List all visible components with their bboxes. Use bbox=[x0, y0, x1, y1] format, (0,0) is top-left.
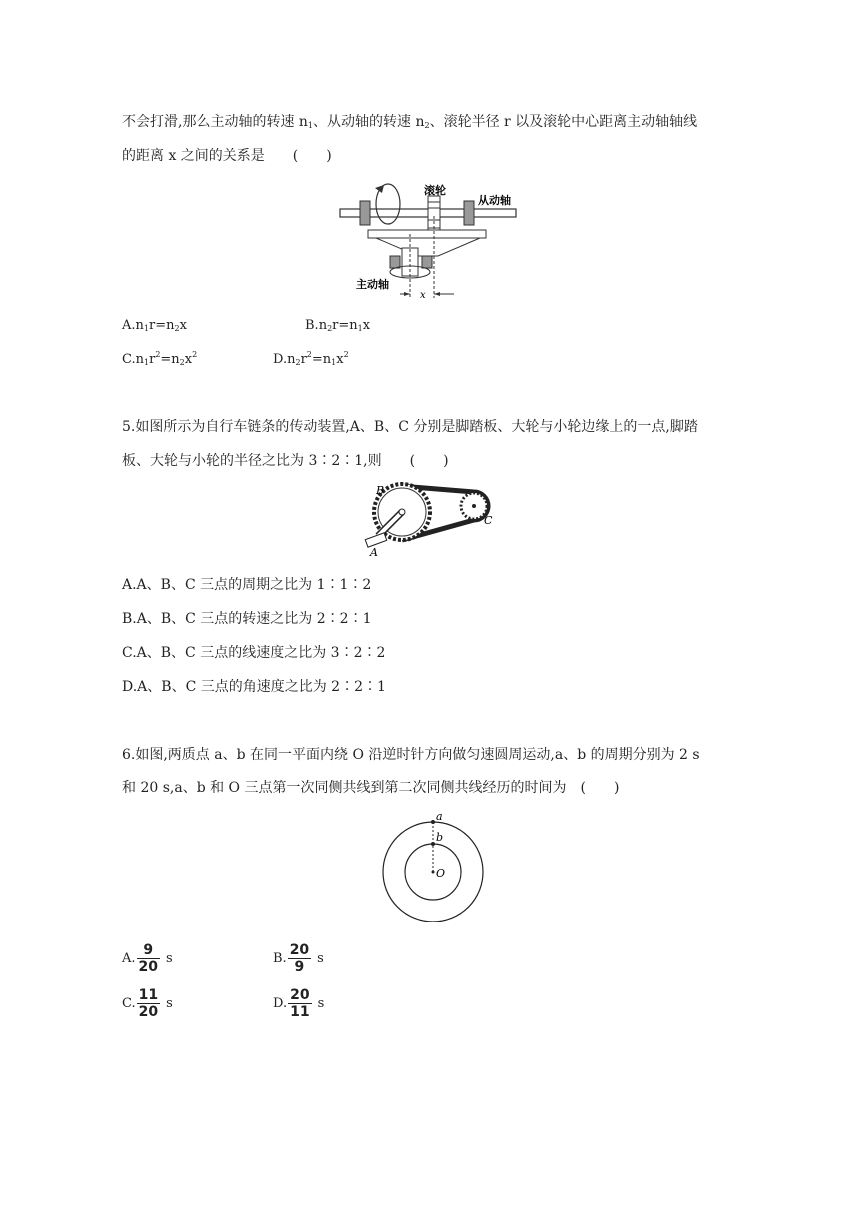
label-driven-shaft: 从动轴 bbox=[478, 194, 511, 207]
q4-text: 、滚轮半径 r 以及滚轮中心距离主动轴轴线 bbox=[429, 114, 698, 130]
subscript: 1 bbox=[307, 121, 314, 130]
fraction: $\frac{20}{11}$ bbox=[290, 987, 310, 1020]
q5-option-d[interactable]: D.A、B、C 三点的角速度之比为 2∶2∶1 bbox=[122, 679, 386, 695]
q4-stem-line2: 的距离 x 之间的关系是 ( ) bbox=[122, 148, 332, 164]
q6-option-c[interactable]: C. $\frac{11}{20}$ s bbox=[122, 987, 173, 1020]
drive-disk bbox=[368, 230, 486, 238]
q4-shaft-figure bbox=[338, 176, 528, 304]
q5-option-b[interactable]: B.A、B、C 三点的转速之比为 2∶2∶1 bbox=[122, 611, 372, 627]
q5-option-c[interactable]: C.A、B、C 三点的线速度之比为 3∶2∶2 bbox=[122, 645, 386, 661]
label-a: a bbox=[436, 810, 443, 823]
q4-option-d[interactable]: $D.n_2r^2=n_1x^2$ bbox=[273, 350, 349, 367]
q5-stem-line2: 板、大轮与小轮的半径之比为 3∶2∶1,则 ( ) bbox=[122, 453, 449, 469]
point-b bbox=[431, 842, 435, 846]
q4-option-c[interactable]: $C.n_1r^2=n_2x^2$ bbox=[122, 350, 198, 367]
label-a: A bbox=[370, 546, 378, 558]
q4-stem-line1 bbox=[122, 111, 697, 131]
point-o bbox=[432, 871, 435, 874]
label-roller: 滚轮 bbox=[424, 184, 446, 197]
fraction: $\frac{20}{9}$ bbox=[289, 942, 310, 975]
fraction: $\frac{11}{20}$ bbox=[138, 987, 159, 1020]
q4-text: 不会打滑,那么主动轴的转速 n bbox=[122, 114, 308, 130]
q5-stem-line1: 5.如图所示为自行车链条的传动装置,A、B、C 分别是脚踏板、大轮与小轮边缘上的一点,脚踏 bbox=[122, 419, 698, 435]
q4-text: 、从动轴的转速 n bbox=[313, 114, 425, 130]
q4-option-b[interactable]: $B.n_2r=n_1x$ bbox=[305, 318, 371, 333]
bearing-right bbox=[464, 201, 474, 225]
subscript: 2 bbox=[424, 121, 430, 130]
q5-bicycle-chain-figure bbox=[362, 478, 498, 558]
q5-option-a[interactable]: A.A、B、C 三点的周期之比为 1∶1∶2 bbox=[122, 577, 372, 593]
label-b: B bbox=[376, 484, 385, 497]
q4-option-a[interactable]: $A.n_1r=n_2x$ bbox=[122, 318, 187, 333]
label-x: x bbox=[420, 290, 426, 301]
label-b: b bbox=[436, 831, 444, 844]
label-o: O bbox=[436, 867, 446, 880]
bearing-left bbox=[360, 201, 370, 225]
q6-option-d[interactable]: D. $\frac{20}{11}$ s bbox=[273, 987, 325, 1020]
q6-circles-figure bbox=[380, 810, 488, 922]
q6-option-a[interactable]: A. $\frac{9}{20}$ s bbox=[122, 942, 173, 975]
label-c: C bbox=[484, 514, 493, 527]
q6-stem-line1: 6.如图,两质点 a、b 在同一平面内绕 O 沿逆时针方向做匀速圆周运动,a、b 的周期分别为 2 s bbox=[122, 747, 700, 763]
disk-cone bbox=[376, 238, 480, 256]
point-a bbox=[431, 820, 435, 824]
arrow-head-icon bbox=[375, 185, 384, 193]
q6-stem-line2: 和 20 s,a、b 和 O 三点第一次同侧共线到第二次同侧共线经历的时间为 ( ) bbox=[122, 780, 620, 796]
fraction: $\frac{9}{20}$ bbox=[138, 942, 159, 975]
label-driving-shaft: 主动轴 bbox=[356, 278, 389, 291]
q6-option-b[interactable]: B. $\frac{20}{9}$ s bbox=[273, 942, 324, 975]
